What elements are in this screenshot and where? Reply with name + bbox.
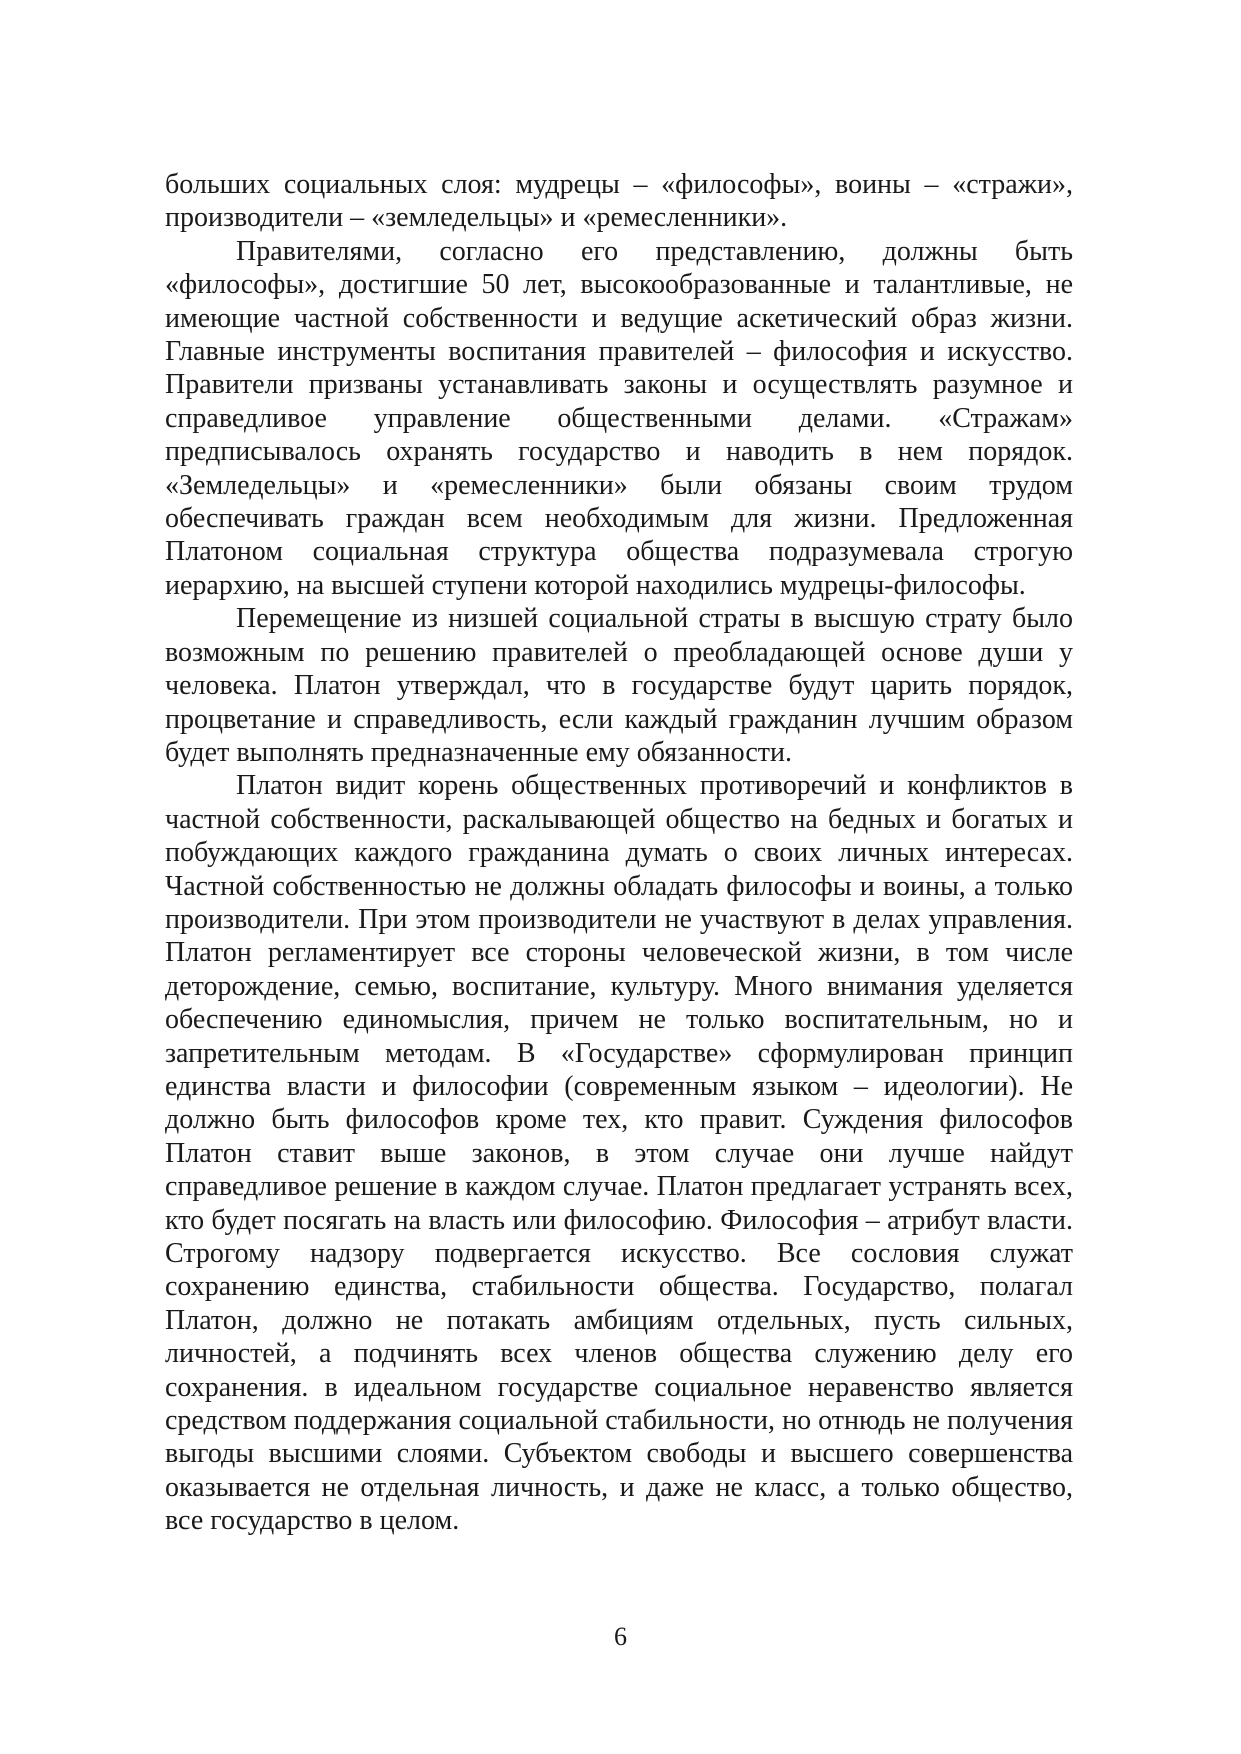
page-number: 6 [614, 1622, 627, 1651]
paragraph-property: Платон видит корень общественных противоречий и конфликтов в частной собственности, раскалывающей общество на бедных и богатых и побуждающих каждого гражданина думать о своих личных интересах. Частной собственностью не должны обладать философы и воины, а только производители. При этом производители не участвуют в делах управления. Платон регламентирует все стороны человеческой жизни, в том числе деторождение, семью, воспитание, культуру. Много внимания уделяется обеспечению единомыслия, причем не только воспитательным, но и запретительным методам. В «Государстве» сформулирован принцип единства власти и философии (современным языком – идеологии). Не должно быть философов кроме тех, кто правит. Суждения философов Платон ставит выше законов, в этом случае они лучше найдут справедливое решение в каждом случае. Платон предлагает устранять всех, кто будет посягать на власть или философию. Философия – атрибут власти. Строгому надзору подвергается искусство. Все сословия служат сохранению единства, стабильности общества. Государство, полагал Платон, должно не потакать амбициям отдельных, пусть сильных, личностей, а подчинять всех членов общества служению делу его сохранения. в идеальном государстве социальное неравенство является средством поддержания социальной стабильности, но отнюдь не получения выгоды высшими слоями. Субъектом свободы и высшего совершенства оказывается не отдельная личность, и даже не класс, а только общество, все государство в целом. [165, 770, 1073, 1537]
paragraph-mobility: Перемещение из низшей социальной страты в высшую страту было возможным по решению правителей о преобладающей основе души у человека. Платон утверждал, что в государстве будут царить порядок, процветание и справедливость, если каждый гражданин лучшим образом будет выполнять предназначенные ему обязанности. [165, 603, 1073, 768]
paragraph-continuation: больших социальных слоя: мудрецы – «философы», воины – «стражи», производители – «земледельцы» и «ремесленники». [165, 169, 1073, 234]
paragraph-rulers: Правителями, согласно его представлению, должны быть «философы», достигшие 50 лет, высокообразованные и талантливые, не имеющие частной собственности и ведущие аскетический образ жизни. Главные инструменты воспитания правителей – философия и искусство. Правители призваны устанавливать законы и осуществлять разумное и справедливое управление общественными делами. «Стражам» предписывалось охранять государство и наводить в нем порядок. «Земледельцы» и «ремесленники» были обязаны своим трудом обеспечивать граждан всем необходимым для жизни. Предложенная Платоном социальная структура общества подразумевала строгую иерархию, на высшей ступени которой находились мудрецы-философы. [165, 235, 1073, 601]
body-text [165, 168, 1073, 1538]
